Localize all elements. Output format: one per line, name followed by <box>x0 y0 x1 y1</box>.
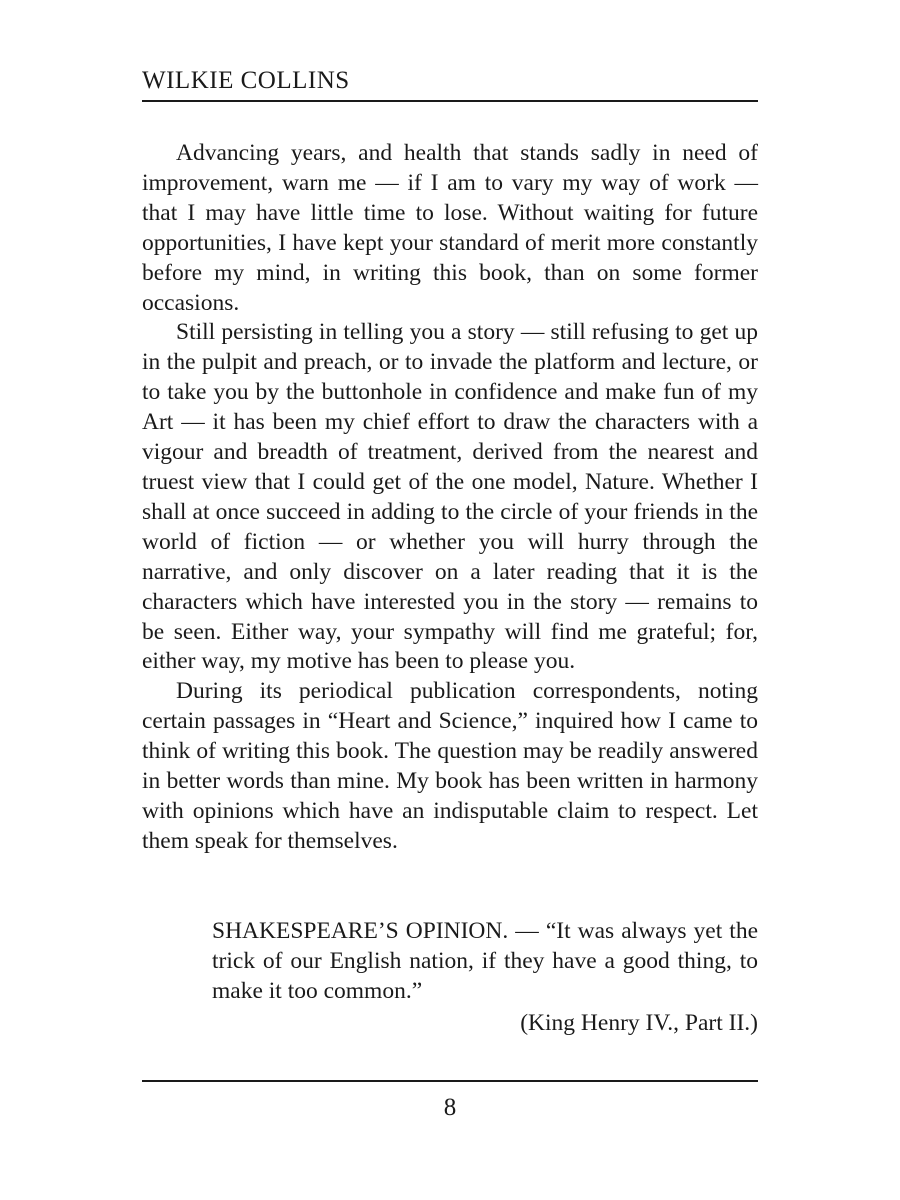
paragraph: Still persisting in telling you a story — still refusing to get up in the pulpit and preach, or to invade the platform and lecture, or to take you by the buttonhole in confidence and make fun of my Art — it has been my chief effort to draw the characters with a vigour and breadth of treatment, derived from the nearest and truest view that I could get of the one model, Nature. Whether I shall at once succeed in adding to the circle of your friends in the world of fiction — or whether you will hurry through the narrative, and only discover on a later reading that it is the characters which have interested you in the story — remains to be seen. Either way, your sympathy will find me grateful; for, either way, my motive has been to please you. <box>142 319 758 675</box>
block-quote <box>212 916 758 1006</box>
header-rule <box>142 100 758 102</box>
body-text <box>142 139 758 857</box>
page-number: 8 <box>443 1094 457 1121</box>
paragraph: During its periodical publication correspondents, noting certain passages in “Heart and Science,” inquired how I came to think of writing this book. The question may be readily answered in better words than mine. My book has been written in harmony with opinions which have an indisputable claim to respect. Let them speak for themselves. <box>142 678 758 854</box>
footer-rule <box>142 1080 758 1082</box>
paragraph: Advancing years, and health that stands sadly in need of improvement, warn me — if I am to vary my way of work — that I may have little time to lose. Without waiting for future opportunities, I have kept your standard of merit more constantly before my mind, in writing this book, than on some former occasions. <box>142 140 758 316</box>
quote-text: SHAKESPEARE’S OPINION. — “It was always yet the trick of our English nation, if they have a good thing, to make it too common.” <box>212 918 758 1004</box>
quote-source: (King Henry IV., Part II.) <box>520 1010 758 1036</box>
running-head: WILKIE COLLINS <box>142 67 350 94</box>
